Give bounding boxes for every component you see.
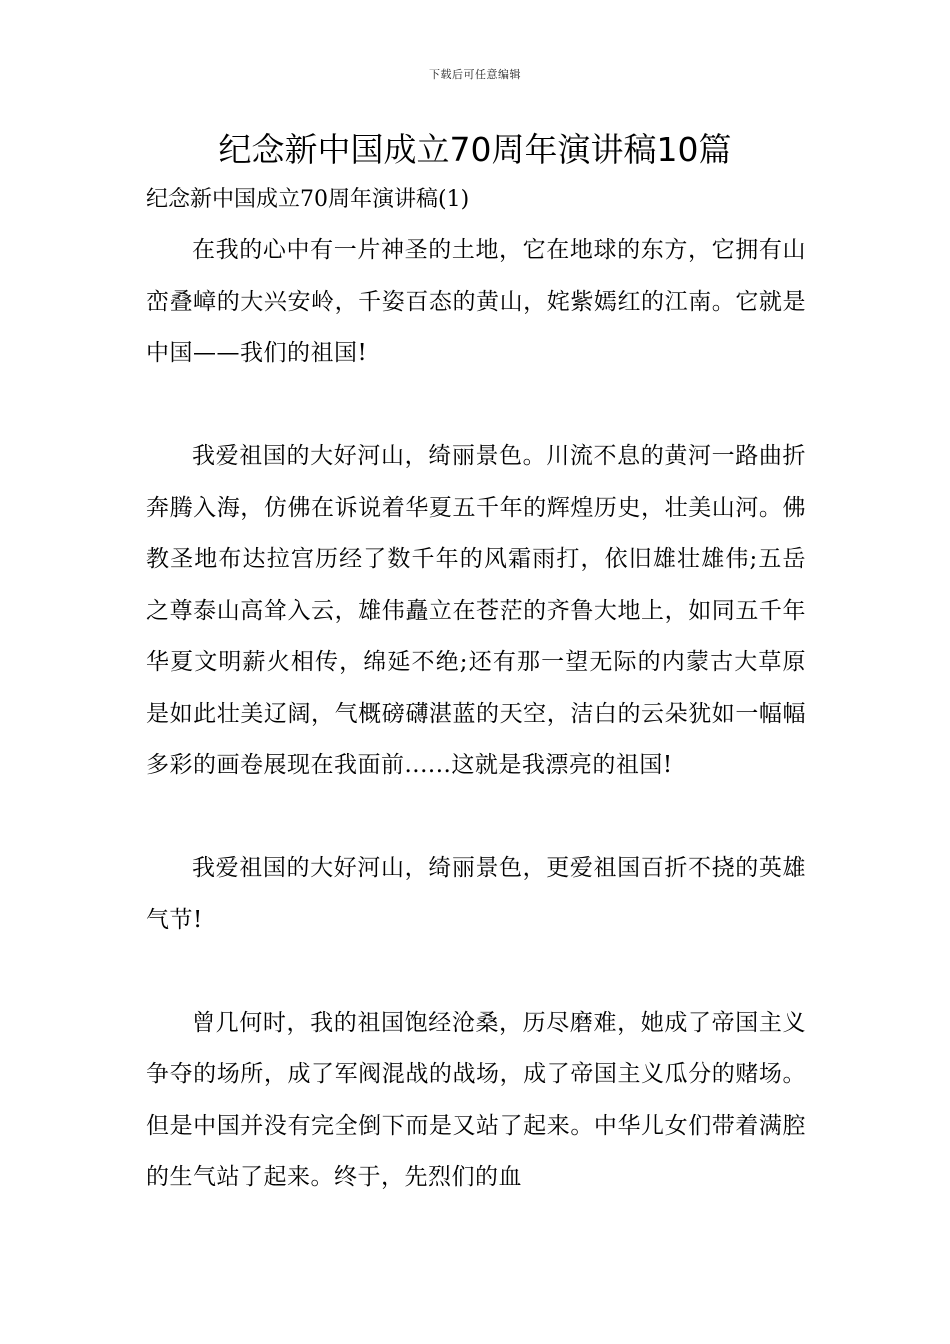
header-note: 下载后可任意编辑 (429, 68, 521, 81)
document-body (146, 177, 806, 1204)
paragraph-4: 曾几何时，我的祖国饱经沧桑，历尽磨难，她成了帝国主义争夺的场所，成了军阀混战的战场，成了帝国主义瓜分的赌场。但是中国并没有完全倒下而是又站了起来。中华儿女们带着满腔的生气站了起来。终于，先烈们的血 (146, 1009, 806, 1190)
paragraph-spacer (146, 946, 806, 998)
paragraph-1: 在我的心中有一片神圣的土地，它在地球的东方，它拥有山峦叠嶂的大兴安岭，千姿百态的黄山，姹紫嫣红的江南。它就是中国——我们的祖国! (146, 237, 806, 366)
section-subtitle: 纪念新中国成立70周年演讲稿(1) (146, 187, 470, 212)
paragraph-spacer (146, 380, 806, 432)
paragraph-spacer (146, 792, 806, 844)
paragraph-2: 我爱祖国的大好河山，绮丽景色。川流不息的黄河一路曲折奔腾入海，仿佛在诉说着华夏五千年的辉煌历史，壮美山河。佛教圣地布达拉宫历经了数千年的风霜雨打，依旧雄壮雄伟;五岳之尊泰山高耸入云，雄伟矗立在苍茫的齐鲁大地上，如同五千年华夏文明薪火相传，绵延不绝;还有那一望无际的内蒙古大草原是如此壮美辽阔，气概磅礴湛蓝的天空，洁白的云朵犹如一幅幅多彩的画卷展现在我面前......这就是我漂亮的祖国! (146, 443, 806, 778)
paragraph-3: 我爱祖国的大好河山，绮丽景色，更爱祖国百折不挠的英雄气节! (146, 855, 806, 933)
document-title: 纪念新中国成立70周年演讲稿10篇 (218, 130, 732, 169)
